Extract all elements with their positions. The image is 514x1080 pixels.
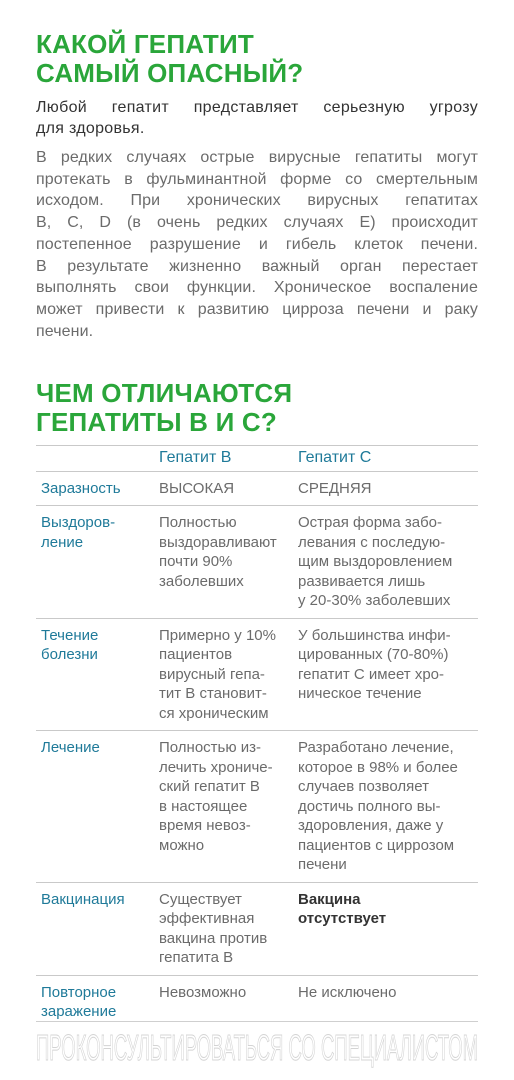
cell-line: Полностью из- [159, 739, 262, 756]
section2-title [36, 379, 478, 437]
cell-line: эффективная [159, 910, 255, 927]
cell-line: случаев позволяет [298, 778, 429, 795]
cell-line: почти 90% [159, 553, 233, 570]
cell-line: Выздоров- [41, 514, 116, 531]
cell-line: Существует [159, 890, 242, 908]
cell-line: У большинства инфи- [298, 626, 451, 644]
footer-banner [36, 1021, 478, 1070]
cell-line: заболевших [159, 572, 244, 590]
cell-hepatitis-c [298, 506, 478, 619]
cell-line: Вакцина [298, 890, 361, 908]
cell-line: выздоравливают [159, 533, 277, 551]
cell-line: достичь полного вы- [298, 797, 441, 815]
comparison-table [36, 445, 478, 1029]
cell-line: которое в 98% и более [298, 758, 458, 776]
cell-line: лечить хрониче- [159, 758, 273, 776]
body-line: печени. [36, 322, 94, 340]
header-empty [36, 446, 159, 472]
cell-line: у 20-30% заболевших [298, 592, 451, 609]
title-line: САМЫЙ ОПАСНЫЙ? [36, 58, 304, 88]
cell-line: Лечение [41, 739, 100, 756]
cell-line: заражение [41, 1003, 117, 1020]
footer-text: ПРОКОНСУЛЬТИРОВАТЬСЯ СО СПЕЦИАЛИСТОМ [36, 1027, 478, 1068]
table-row [36, 506, 478, 619]
body-paragraph [36, 147, 478, 342]
cell-line: можно [159, 836, 205, 854]
cell-hepatitis-c [298, 618, 478, 731]
cell-hepatitis-b [159, 731, 298, 883]
cell-line: вирусный гепа- [159, 665, 265, 683]
cell-hepatitis-b [159, 882, 298, 975]
cell-line: в настоящее [159, 797, 248, 815]
cell-line: СРЕДНЯЯ [298, 479, 372, 497]
cell-line: Вакцинация [41, 890, 125, 908]
cell-line: тит В становит- [159, 685, 267, 702]
row-label [36, 471, 159, 506]
cell-line: отсутствует [298, 910, 387, 927]
cell-line: время невоз- [159, 817, 251, 834]
body-line: исходом. При хронических вирусных гепатитах [36, 192, 479, 210]
cell-line: цированных (70-80%) [298, 646, 449, 663]
cell-line: ление [41, 533, 84, 551]
cell-line: Невозможно [159, 983, 247, 1001]
cell-line: Повторное [41, 983, 117, 1001]
cell-line: развивается лишь [298, 572, 426, 590]
title-line: ГЕПАТИТЫ В И С? [36, 407, 277, 438]
cell-hepatitis-b [159, 618, 298, 731]
row-label [36, 618, 159, 731]
title-line: ЧЕМ ОТЛИЧАЮТСЯ [36, 378, 293, 409]
row-label [36, 882, 159, 975]
body-line: постепенное разрушение и гибель клеток печени. [36, 235, 478, 253]
lead-paragraph [36, 97, 478, 139]
header-hepatitis-c: Гепатит С [298, 446, 478, 472]
cell-hepatitis-c [298, 471, 478, 506]
body-line: В редких случаях острые вирусные гепатиты могут [36, 149, 479, 166]
cell-hepatitis-b [159, 506, 298, 619]
cell-line: ский гепатит В [159, 778, 260, 795]
cell-line: щим выздоровлением [298, 553, 453, 570]
cell-line: вакцина против [159, 929, 268, 947]
lead-line: Любой гепатит представляет серьезную угрозу [36, 99, 478, 116]
body-line: B, C, D (в очень редких случаях E) происходит [36, 214, 478, 232]
cell-line: гепатита В [159, 949, 234, 966]
body-line: протекать в фульминантной форме со смертельным [36, 170, 479, 188]
cell-hepatitis-b [159, 471, 298, 506]
cell-line: пациентов с циррозом [298, 836, 455, 854]
cell-line: Примерно у 10% [159, 626, 276, 644]
body-line: может привести к развитию цирроза печени и раку [36, 300, 479, 318]
footer-text-graphic [36, 1022, 478, 1068]
cell-line: левания с последую- [298, 533, 446, 551]
cell-line: Разработано лечение, [298, 739, 454, 756]
table-row [36, 882, 478, 975]
cell-line: пациентов [159, 646, 233, 663]
table-row [36, 731, 478, 883]
cell-line: Заразность [41, 479, 121, 497]
content [36, 30, 478, 437]
cell-line: печени [298, 856, 347, 873]
cell-line: Полностью [159, 514, 237, 531]
cell-line: Течение [41, 626, 99, 644]
table-row [36, 471, 478, 506]
cell-line: здоровления, даже у [298, 817, 444, 834]
section1-title [36, 30, 478, 88]
table-row [36, 618, 478, 731]
cell-line: гепатит С имеет хро- [298, 665, 445, 683]
header-hepatitis-b: Гепатит В [159, 446, 298, 472]
title-line: КАКОЙ ГЕПАТИТ [36, 29, 254, 59]
lead-line: для здоровья. [36, 120, 145, 137]
cell-line: Не исключено [298, 983, 397, 1001]
cell-line: ся хроническим [159, 704, 269, 722]
row-label [36, 506, 159, 619]
cell-hepatitis-c [298, 731, 478, 883]
body-line: выполнять свои функции. Хроническое воспаление [36, 279, 478, 297]
cell-line: болезни [41, 646, 98, 663]
cell-line: ВЫСОКАЯ [159, 479, 235, 497]
row-label [36, 731, 159, 883]
cell-line: Острая форма забо- [298, 514, 443, 531]
cell-hepatitis-c [298, 882, 478, 975]
table-header-row [36, 446, 478, 472]
body-line: В результате жизненно важный орган перестает [36, 257, 479, 275]
cell-line: ническое течение [298, 685, 422, 702]
